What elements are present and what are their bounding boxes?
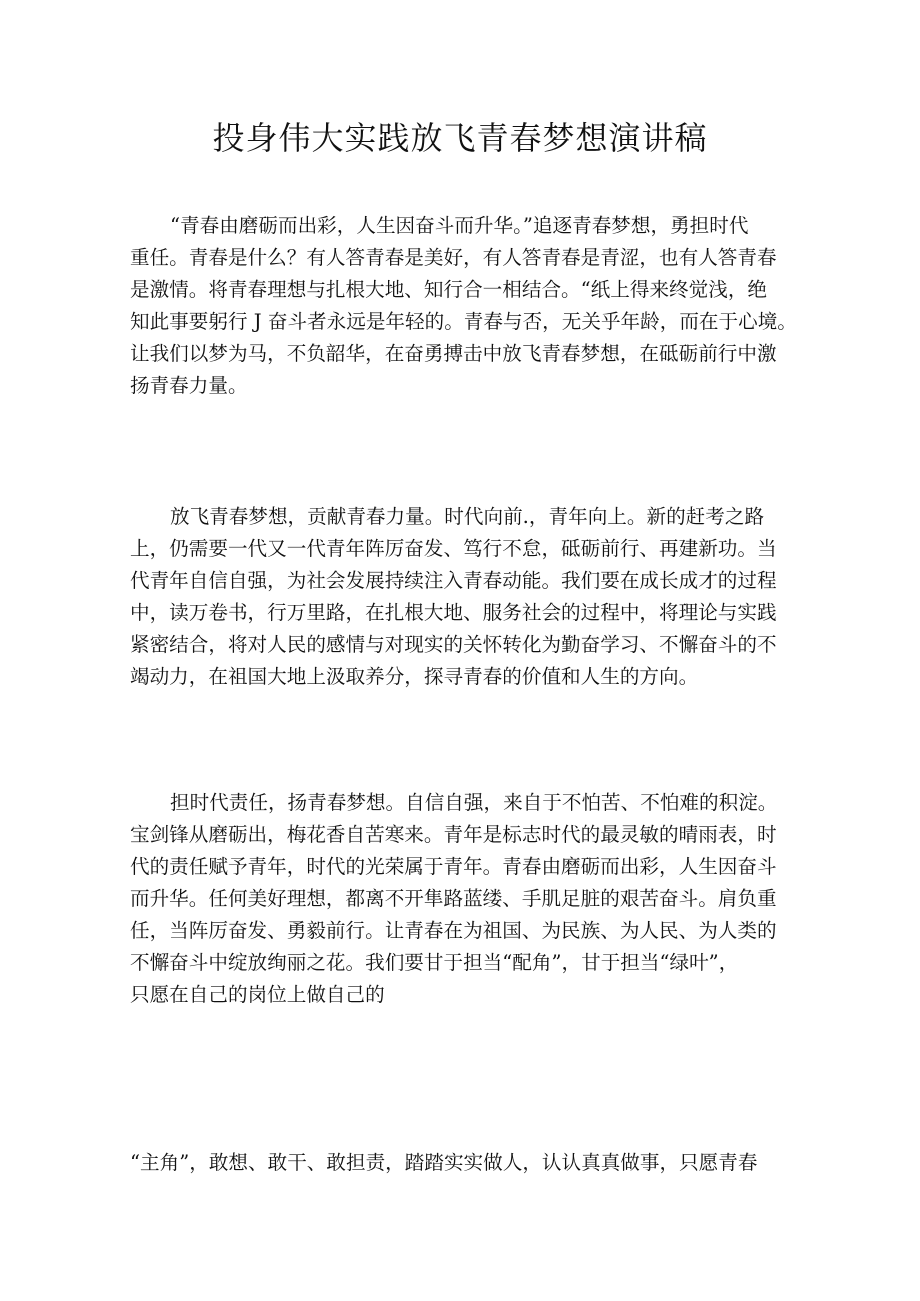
text-line: 竭动力，在祖国大地上汲取养分，探寻青春的价值和人生的方向。 (130, 665, 699, 688)
text-line: 扬青春力量。 (130, 374, 248, 397)
text-line: 是激情。将青春理想与扎根大地、知行合一相结合。“纸上得来终觉浅，绝 (130, 278, 768, 301)
text-line: “主角”，敢想、敢干、敢担责，踏踏实实做人，认认真真做事，只愿青春 (130, 1151, 758, 1174)
text-line: “青春由磨砺而出彩，人生因奋斗而升华。”追逐青春梦想，勇担时代 (170, 214, 749, 237)
text-line: 放飞青春梦想，贡献青春力量。时代向前.，青年向上。新的赶考之路 (170, 505, 765, 528)
text-line: 而升华。任何美好理想，都离不开隼路蓝缕、手肌足脏的艰苦奋斗。肩负重 (130, 887, 777, 910)
text-line: 让我们以梦为马，不负韶华，在奋勇搏击中放飞青春梦想，在砥砺前行中激 (130, 342, 777, 365)
text-line: 宝剑锋从磨砺出，梅花香自苦寒来。青年是标志时代的最灵敏的晴雨表，时 (130, 823, 777, 846)
text-line: 代青年自信自强，为社会发展持续注入青春动能。我们要在成长成才的过程 (130, 569, 777, 592)
text-line: 重任。青春是什么？有人答青春是美好，有人答青春是青涩，也有人答青春 (130, 246, 777, 269)
paragraph-3 (130, 787, 798, 1011)
text-line: 知此事要躬行 J 奋斗者永远是年轻的。青春与否，无关乎年龄，而在于心境。 (130, 310, 797, 333)
document-title: 投身伟大实践放飞青春梦想演讲稿 (212, 119, 708, 157)
text-line: 代的责任赋予青年，时代的光荣属于青年。青春由磨砺而出彩，人生因奋斗 (130, 855, 777, 878)
paragraph-4 (130, 1147, 798, 1179)
text-line: 中，读万卷书，行万里路，在扎根大地、服务社会的过程中，将理论与实践 (130, 601, 777, 624)
paragraph-2 (130, 501, 798, 693)
text-line: 上，仍需要一代又一代青年阵厉奋发、笃行不怠，砥砺前行、再建新功。当 (130, 537, 777, 560)
text-line: 担时代责任，扬青春梦想。自信自强，来自于不怕苦、不怕难的积淀。 (170, 791, 778, 814)
text-line: 不懈奋斗中绽放绚丽之花。我们要甘于担当“配角”，甘于担当“绿叶”， (130, 951, 739, 974)
paragraph-1 (130, 210, 798, 402)
text-line: 任，当阵厉奋发、勇毅前行。让青春在为祖国、为民族、为人民、为人类的 (130, 919, 777, 942)
text-line: 只愿在自己的岗位上做自己的 (130, 983, 385, 1006)
text-line: 紧密结合，将对人民的感情与对现实的关怀转化为勤奋学习、不懈奋斗的不 (130, 633, 777, 656)
